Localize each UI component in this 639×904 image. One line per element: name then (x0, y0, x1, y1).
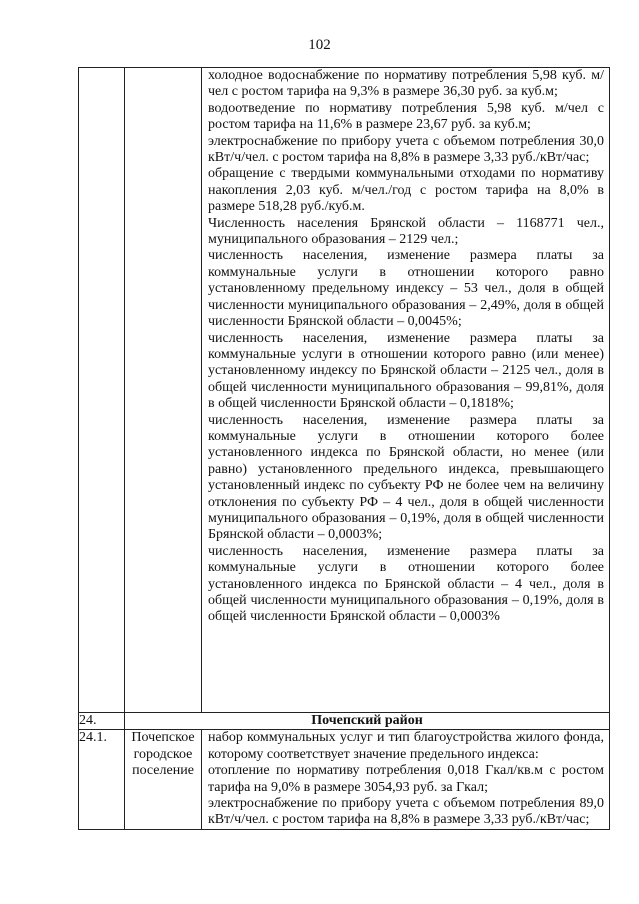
district-name: Почепский район (125, 713, 610, 730)
paragraph-heating: отопление по нормативу потребления 0,018 Гкал/кв.м с ростом тарифа на 9,0% в размере 3054,93 руб. за Гкал; (208, 763, 604, 795)
paragraph-population-equal-limit: численность населения, изменение размера платы за коммунальные услуги в отношении которого равно установленному предельному индексу – 53 чел., доля в общей численности муниципального образования – 2,49%, доля в общей численности Брянской области – 0,0045%; (208, 248, 604, 330)
page-number: 102 (308, 37, 331, 53)
paragraph-solid-waste: обращение с твердыми коммунальными отходами по нормативу накопления 2,03 куб. м/чел./год с ростом тарифа на 8,0% в размере 518,28 руб./куб.м. (208, 166, 604, 215)
paragraph-cold-water: холодное водоснабжение по нормативу потребления 5,98 куб. м/чел с ростом тарифа на 9,3% в размере 36,30 руб. за куб.м; (208, 68, 604, 100)
settlement-description-cell (202, 730, 610, 829)
district-number: 24. (79, 713, 125, 730)
settlement-name: Почепское городское поселение (125, 730, 202, 829)
continuation-row (79, 68, 610, 713)
settlement-number: 24.1. (79, 730, 125, 829)
description-cell (202, 68, 610, 713)
settlement-row (79, 730, 610, 829)
number-cell-empty (79, 68, 125, 713)
paragraph-electricity: электроснабжение по прибору учета с объемом потребления 30,0 кВт/ч/чел. с ростом тарифа на 8,8% в размере 3,33 руб./кВт/час; (208, 133, 604, 166)
paragraph-settlement-electricity: электроснабжение по прибору учета с объемом потребления 89,0 кВт/ч/чел. с ростом тарифа на 8,8% в размере 3,33 руб./кВт/час; (208, 796, 604, 828)
paragraph-service-set: набор коммунальных услуг и тип благоустройства жилого фонда, которому соответствует значение предельного индекса: (208, 730, 604, 762)
district-row (79, 713, 610, 730)
paragraph-population-above-index-within-limit: численность населения, изменение размера платы за коммунальные услуги в отношении которого более установленного индекса по Брянской области, но менее (или равно) установленного предельного индекса, превышающего установленный индекс по субъекту РФ не более чем на величину отклонения по субъекту РФ – 4 чел., доля в общей численности муниципального образования – 0,19%, доля в общей численности Брянской области – 0,0003%; (208, 412, 604, 543)
paragraph-population-below-index: численность населения, изменение размера платы за коммунальные услуги в отношении которого равно (или менее) установленному индексу по Брянской области – 2125 чел., доля в общей численности муниципального образования – 99,81%, доля в общей численности Брянской области – 0,1818%; (208, 330, 604, 412)
paragraph-population-total: Численность населения Брянской области – 1168771 чел., муниципального образования – 2129 чел.; (208, 215, 604, 248)
tariff-table (78, 67, 610, 830)
paragraph-population-above-index: численность населения, изменение размера платы за коммунальные услуги в отношении которого более установленного индекса по Брянской области – 4 чел., доля в общей численности муниципального образования – 0,19%, доля в общей численности Брянской области – 0,0003% (208, 543, 604, 625)
name-cell-empty (125, 68, 202, 713)
paragraph-wastewater: водоотведение по нормативу потребления 5,98 куб. м/чел с ростом тарифа на 11,6% в размере 23,67 руб. за куб.м; (208, 100, 604, 133)
